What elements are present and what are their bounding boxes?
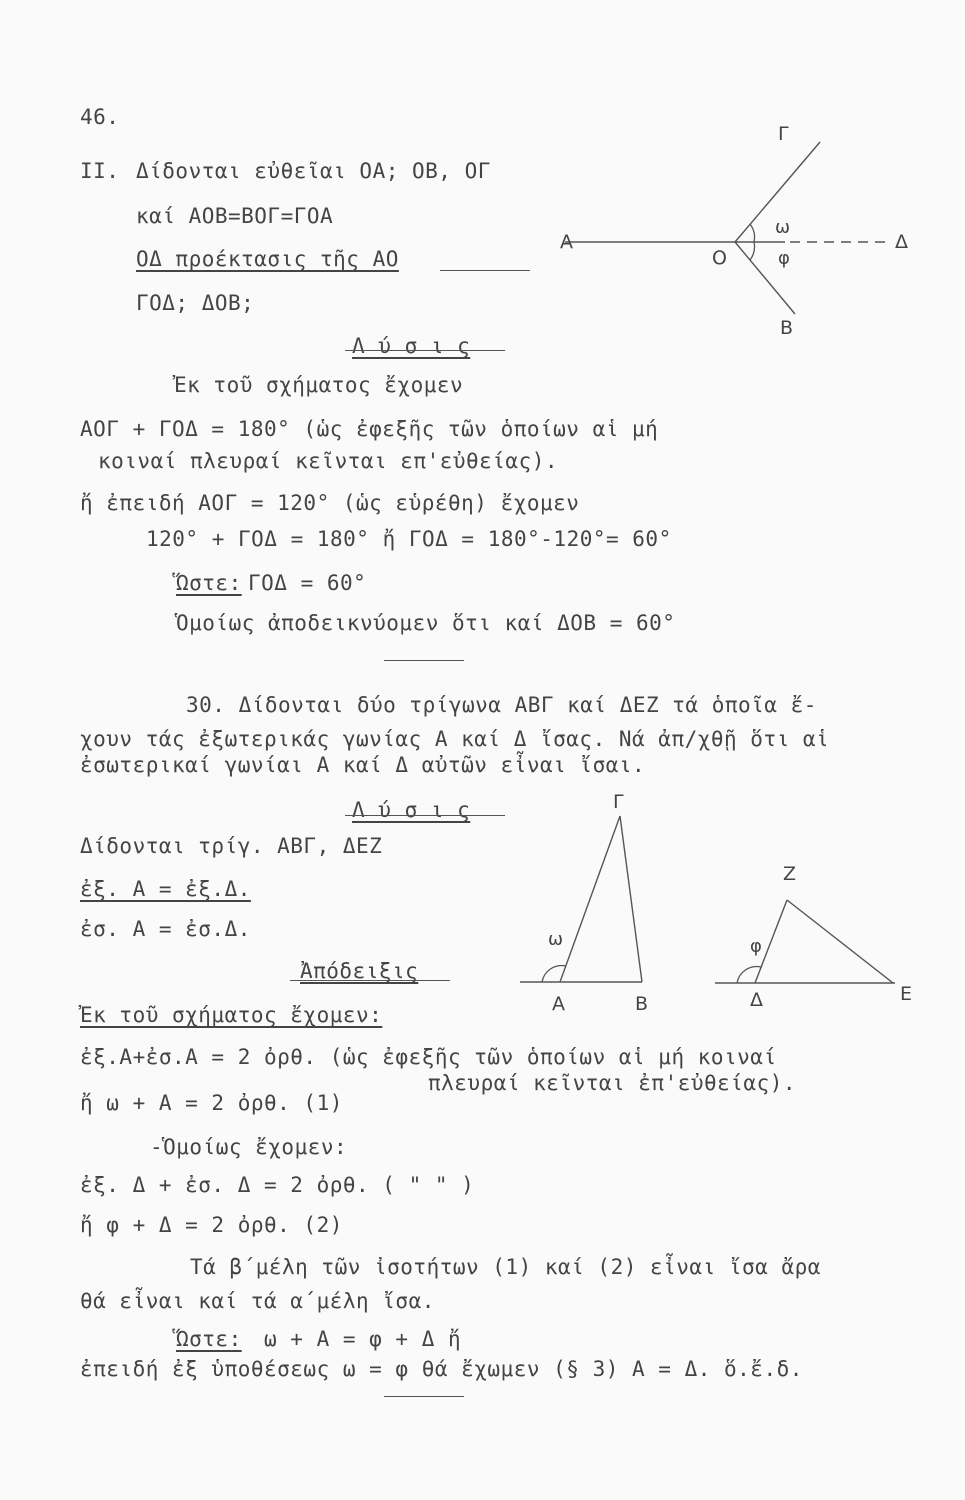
label-beta-2: Β <box>635 993 649 1015</box>
triangle-dez-figure <box>715 860 915 1020</box>
proof-line-1: Ἐκ τοῦ σχήματος ἔχομεν <box>174 373 464 397</box>
given-angles: καί ΑΟΒ=ΒΟΓ=ΓΟΑ <box>136 204 334 228</box>
label-o: Ο <box>712 247 727 269</box>
therefore-result: ΓΟΔ = 60° <box>248 571 367 595</box>
given-lines: Δίδονται εὐθεῖαι ΟΑ; ΟΒ, ΟΓ <box>136 159 491 183</box>
therefore-label: Ὥστε: <box>176 571 242 595</box>
proof-line-3: κοιναί πλευραί κεῖνται επ'εὐθείας). <box>98 449 559 473</box>
proof-line-4: ἤ ἐπειδή ΑΟΓ = 120° (ὡς εὑρέθη) ἔχομεν <box>80 491 580 515</box>
proof30-line-3: πλευραί κεῖνται ἐπ'εὐθείας). <box>428 1071 797 1095</box>
proof-line-2: ΑΟΓ + ΓΟΔ = 180° (ὡς ἐφεξῆς τῶν ὁποίων αἱ μή <box>80 417 659 441</box>
end-separator <box>384 1396 464 1397</box>
to-prove: ἐσ. Α = ἐσ.Δ. <box>80 917 251 941</box>
therefore-equation: ω + Α = φ + Δ ἤ <box>264 1327 462 1351</box>
problem30-line-3: ἐσωτερικαί γωνίαι Α καί Δ αὐτῶν εἶναι ἴσαι. <box>80 753 646 777</box>
conclusion: ἐπειδή ἐξ ὑποθέσεως ω = φ θά ἔχωμεν (§ 3) Α = Δ. ὅ.ἔ.δ. <box>80 1357 803 1381</box>
label-gamma-2: Γ <box>613 791 624 813</box>
proof30-line-8: Τά β΄μέλη τῶν ἰσοτήτων (1) καί (2) εἶναι ἴσα ἄρα <box>190 1255 821 1279</box>
given-exterior-equal: ἐξ. Α = ἐξ.Δ. <box>80 877 251 901</box>
page-number: 46. <box>80 105 120 129</box>
problem30-line-1: 30. Δίδονται δύο τρίγωνα ΑΒΓ καί ΔΕΖ τά ὁποῖα ἔ- <box>186 693 817 717</box>
label-alpha: Α <box>560 231 573 253</box>
triangle-abg-figure <box>530 790 680 1020</box>
rays-figure <box>560 123 910 339</box>
label-beta: Β <box>780 317 794 339</box>
label-omega: ω <box>775 217 791 238</box>
label-omega-2: ω <box>548 929 564 950</box>
problem30-line-2: χουν τάς ἐξωτερικάς γωνίας Α καί Δ ἴσας. Νά ἀπ/χθῇ ὅτι αἱ <box>80 727 830 751</box>
problem-number: II. <box>80 159 120 183</box>
label-zeta: Ζ <box>783 863 797 885</box>
solution-heading-underline <box>345 350 505 351</box>
label-alpha-2: Α <box>552 993 565 1015</box>
label-epsilon: Ε <box>900 983 913 1005</box>
given-triangles: Δίδονται τρίγ. ΑΒΓ, ΔΕΖ <box>80 834 383 858</box>
label-delta-2: Δ <box>750 989 763 1011</box>
label-delta: Δ <box>895 231 908 253</box>
proof30-line-6: ἐξ. Δ + ἐσ. Δ = 2 ὀρθ. ( " " ) <box>80 1173 475 1197</box>
label-gamma: Γ <box>778 123 789 145</box>
equation-2: ἤ φ + Δ = 2 ὀρθ. (2) <box>80 1213 343 1237</box>
proof-heading: Ἀπόδειξις <box>300 959 419 983</box>
proof-line-7: Ὁμοίως ἀποδεικνύομεν ὅτι καί ΔΟΒ = 60° <box>176 611 676 635</box>
equation-1: ἤ ω + Α = 2 ὀρθ. (1) <box>80 1091 343 1115</box>
section-separator <box>384 660 464 661</box>
from-figure: Ἐκ τοῦ σχήματος ἔχομεν: <box>80 1003 383 1027</box>
label-phi-2: φ <box>750 936 762 957</box>
proof30-line-9: θά εἶναι καί τά α΄μέλη ἴσα. <box>80 1289 435 1313</box>
proof-heading-underline <box>290 980 450 981</box>
label-phi: φ <box>778 248 790 269</box>
solution-heading-30: Λ ύ σ ι ς <box>352 798 471 822</box>
bleed-through-text <box>520 180 531 201</box>
proof30-line-2: ἐξ.Α+ἐσ.Α = 2 ὀρθ. (ὡς ἐφεξῆς τῶν ὁποίων αἱ μή κοιναί <box>80 1045 777 1069</box>
question: ΓΟΔ; ΔΟΒ; <box>136 291 255 315</box>
solution-heading: Λ ύ σ ι ς <box>352 334 471 358</box>
extension-statement: ΟΔ προέκτασις τῆς ΑΟ <box>136 247 399 271</box>
therefore-label-30: Ὥστε: <box>176 1327 242 1351</box>
similarly: -Ὁμοίως ἔχομεν: <box>150 1135 348 1159</box>
extension-underline <box>440 270 530 271</box>
solution-heading-30-underline <box>345 815 505 816</box>
proof-line-5: 120° + ΓΟΔ = 180° ἤ ΓΟΔ = 180°-120°= 60° <box>146 527 672 551</box>
